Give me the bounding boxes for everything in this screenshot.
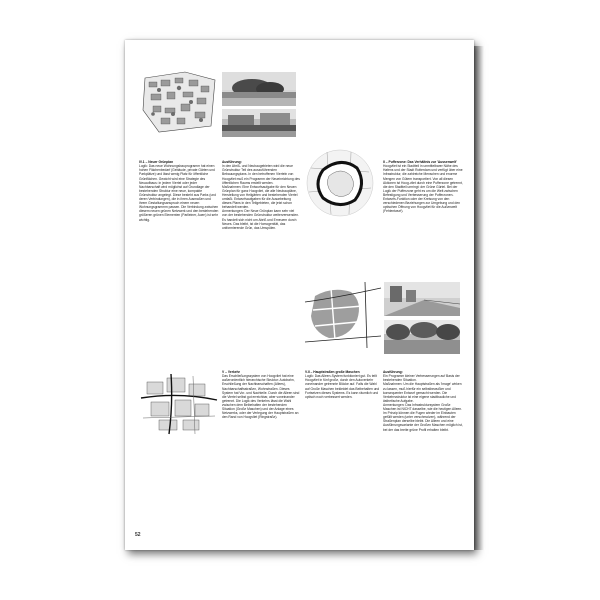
section-body: Hoogvliet ist ein Stadtteil in unmittelbarer Nähe des Hafens und der Stadt Rotterdam und verfügt über eine Infrastruktur, die zahlreiche Menschen und enorme Mengen von Gütern transportiert. Von all diesen Aktionen ist Hoog-vliet durch eine Pufferzone getrennt, die den Stadtteil umringt: der Grüne Gürtel. Bei der Logik der Pufferzone geht es um die Welt zwischen Befestigung und Verbesserung der Pufferzonen-Entwurfs-Funktion oder der Kreisung von den verschiedenen Beziehungen zur Umgebung und den optischen Öffnung von Hoogvliet für die Außenwelt (Fehlentwurf). <box>383 164 464 214</box>
pufferzone-ring-map <box>305 148 375 218</box>
aerial-plan-figure <box>139 70 219 136</box>
section-pufferzone <box>383 152 463 274</box>
section-hauptstrassen <box>305 362 381 454</box>
section-body: Logik: Das Alleen-System funktioniert gut. Es teilt Hoogvliet in fünf große, durch den Autoverkehr voneinander getrennte Blöcke auf. Falls die Wahl auf Große Maschen bekleidet das Beibehalten und Fortsetzen dieses Systems. Es kann räumlich und optisch noch verbessert werden. <box>305 374 381 399</box>
street-photo <box>384 282 460 316</box>
section-heading: Ausführung: <box>383 370 403 375</box>
section-body: In den Abriß- und Neubaugebieten wird die neue Grünstruktur Teil des auszuführenden Bebauungsplans. In den betroffenen Vierteln von Hoogvliet muß ein Programm der Neueinrichtung des öffentlichen Raums erstellt werden. Maßnahmen: Eine Entwurfsaufgabe für den Neuen Grünplan für ganz Hoogvliet, die alle Neubaupläne, Herstellung von Heilgärten und bestehenden Viertel umfaßt. Entwurfsaufgaben für die Ausarbeitung dieses Plans in den Teilgebieten, die jetzt schon behandelt werden. Anmerkungen: Der Neue Grünplan kann sehr viel von der bestehenden Grünstruktur weiterverwenden. Es handelt sich nicht um Abriß und Erneuern durch Neues. Das bleibt, ist die Homogenität, das uniformierende Grün, das Umspülen. <box>222 164 300 230</box>
document-page <box>125 40 474 550</box>
tree-row-photo <box>222 72 296 106</box>
section-heading: IV.1 – Neuer Grünplan <box>139 160 174 165</box>
section-ausfuehrung-gruenplan <box>222 152 300 320</box>
housing-block-photo <box>222 109 296 137</box>
section-heading: V – Verkehr <box>222 370 240 375</box>
traffic-plan-figure <box>139 372 219 436</box>
section-heading: II – Pufferzone: Das Verhältnis zur 'Aussenwelt' <box>383 160 457 165</box>
section-neuer-gruenplan <box>139 152 219 286</box>
section-body: Das Erschließungssystem von Hoogvliet hat eine außerordentlich hierarchische Struktur: Autobahn, Erschließung der Nachbarschaften (Allees), Nachbarschaftsstraßen, Wohnstraßen. Dieses System hat Vor- und Nachteile. Durch die Alleen sind die Viertel selbst gut erreichbar, aber voneinander getrennt. Die Logik des Verkehrs lässt die Wahl zwischen dem Beibehalten der bestehenden Situation (Große Maschen) und der Anlage eines Netzwerks, oder der Verlegung der Hauptstraßen an den Rand von Hoogvliet (Ringstraße). <box>222 374 301 420</box>
section-heading: V.II – Hauptstraßen große Maschen <box>305 370 360 375</box>
section-heading: Ausführung: <box>222 160 242 165</box>
page-number: 52 <box>135 532 141 538</box>
section-verkehr <box>222 362 300 480</box>
avenue-photo <box>384 320 460 354</box>
section-body: Ein Programm kleiner Verbesserungen auf Basis der bestehenden Situation. Maßnahmen: Um die Hauptstraßen als 'Image' wirken zu lassen, muß hierfür ein selbstbewußter und konsequenter Entwurf gemacht werden. Die Verkehrsstruktur ist eine eigene stadtbauliche und ästhetische Aufgabe. Anmerkungen: Das Infrastruktursystem Große Maschen ist NICHT dasselbe, wie die heutigen Alleen. Im Prinzip können die Fugen wieder im Einbauten gefüllt werden (unter verschmolzen), während der Straßenplan derselbe bleibt. Die Alleen und eine Ausführungsvariante der Großen Maschen möglich ist, bei der das breite grüne Profil erhalten bleibt. <box>383 374 463 432</box>
street-network-map <box>305 282 381 348</box>
page-edge-shadow <box>474 46 484 550</box>
section-body: Logik: Das neue Wohnungsbauprogramm hat einen hohen Flächenbedarf (Gebäude, private Gärten und Parkplätze) und lässt wenig Platz für öffentliche Grünflächen. Gewicht wird eine Strategie des Neuaufbaus: in jedem Viertel oder jeder Nachbarschaft wird möglichst auf Grundlage der bestehenden Struktur eine neue, kompakte Grünstruktur angelegt. Diese besteht aus Parks (und deren Verbindungen), die in ihren Ausmaßen und ihrem Gestaltungsanspruch einem neuen Wohnungsgrammm passen. Die Verbindung zwischen diesem neuen grünen Netzwerk und den bestehenden größeren grünen Elementen (Parlleiner, Auen) ist sehr wichtig. <box>139 164 220 222</box>
section-ausfuehrung-hauptstrassen <box>383 362 463 538</box>
